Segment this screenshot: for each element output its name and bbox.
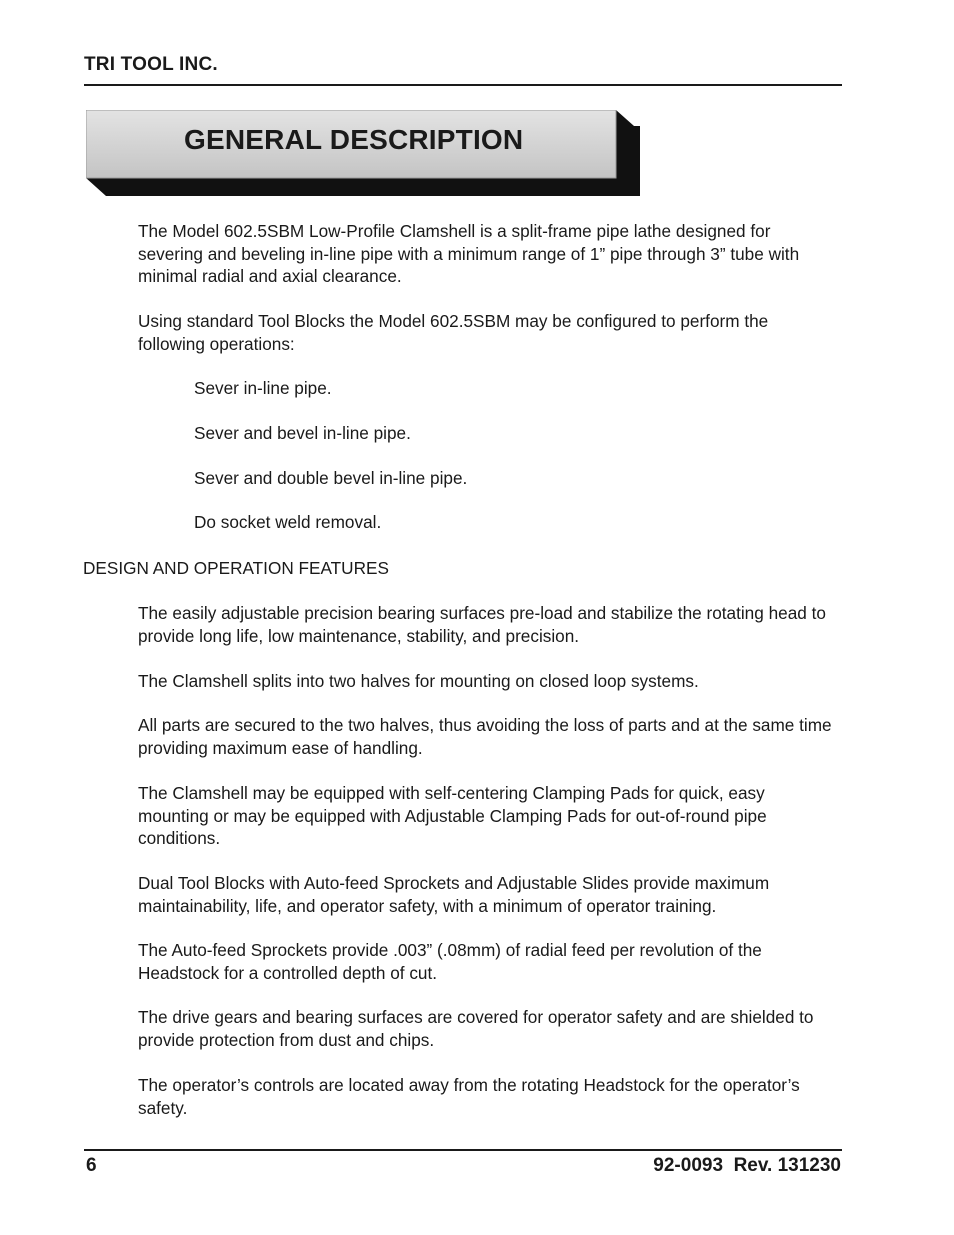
operation-item: Do socket weld removal. (194, 512, 382, 532)
feature-paragraph: The drive gears and bearing surfaces are covered for operator safety and are shielded to provide protection from dust and chips. (138, 1007, 814, 1050)
feature-paragraph: The easily adjustable precision bearing surfaces pre-load and stabilize the rotating head to provide long life, low maintenance, stability, and precision. (138, 603, 826, 646)
section-banner (86, 110, 640, 196)
intro-paragraph: The Model 602.5SBM Low-Profile Clamshell is a split-frame pipe lathe designed for severing and beveling in-line pipe with a minimum range of 1” pipe through 3” tube with minimal radial and axial clearance. (138, 221, 800, 287)
feature-paragraph: Dual Tool Blocks with Auto-feed Sprockets and Adjustable Slides provide maximum maintainability, life, and operator safety, with a minimum of operator training. (138, 873, 770, 916)
header-rule (84, 84, 842, 86)
feature-paragraph: All parts are secured to the two halves, thus avoiding the loss of parts and at the same time providing maximum ease of handling. (138, 715, 832, 758)
footer-rule (84, 1149, 842, 1151)
operation-item: Sever and bevel in-line pipe. (194, 423, 411, 443)
section-title: GENERAL DESCRIPTION (184, 124, 524, 155)
operation-item: Sever in-line pipe. (194, 378, 332, 398)
page-number: 6 (86, 1155, 97, 1176)
feature-paragraph: The operator’s controls are located away from the rotating Headstock for the operator’s safety. (138, 1075, 800, 1118)
features-heading: DESIGN AND OPERATION FEATURES (83, 558, 389, 578)
feature-paragraph: The Clamshell may be equipped with self-centering Clamping Pads for quick, easy mounting or may be equipped with Adjustable Clamping Pads for out-of-round pipe conditions. (138, 783, 767, 849)
document-revision: 92-0093 Rev. 131230 (653, 1155, 841, 1176)
company-name: TRI TOOL INC. (84, 54, 218, 75)
operation-item: Sever and double bevel in-line pipe. (194, 468, 468, 488)
feature-paragraph: The Auto-feed Sprockets provide .003” (.08mm) of radial feed per revolution of the Headstock for a controlled depth of cut. (138, 940, 762, 983)
feature-paragraph: The Clamshell splits into two halves for mounting on closed loop systems. (138, 671, 699, 691)
intro-paragraph: Using standard Tool Blocks the Model 602.5SBM may be configured to perform the following operations: (138, 311, 769, 354)
